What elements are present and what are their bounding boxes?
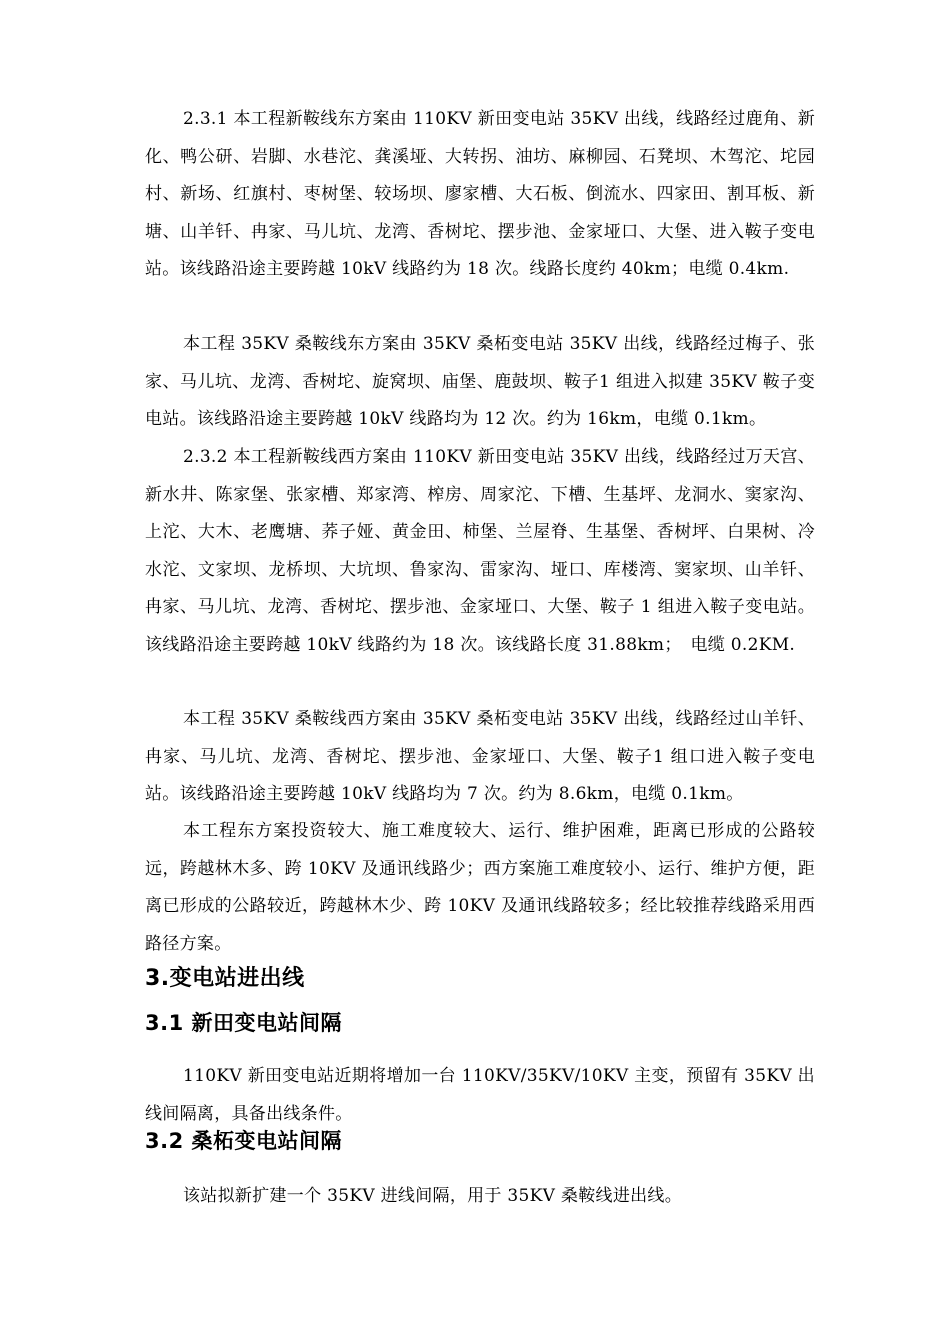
paragraph-xintian-bay: 110KV 新田变电站近期将增加一台 110KV/35KV/10KV 主变，预留有 35KV 出线间隔离，具备出线条件。: [145, 1066, 815, 1124]
section-heading-3: 3.变电站进出线: [145, 966, 305, 991]
paragraph-2-3-1-east-plan: 2.3.1 本工程新鞍线东方案由 110KV 新田变电站 35KV 出线，线路经过鹿角、新化、鸭公研、岩脚、水巷沱、龚溪垭、大转拐、油坊、麻柳园、石凳坝、木驾沱、坨园村、新场、红旗村、枣树堡、较场坝、廖家槽、大石板、倒流水、四家田、割耳板、新塘、山羊钎、冉家、马儿坑、龙湾、香树坨、摆步池、金家垭口、大堡、进入鞍子变电站。该线路沿途主要跨越 10kV 线路约为 18 次。线路长度约 40km；电缆 0.4km.: [145, 109, 815, 279]
paragraph-plan-comparison: 本工程东方案投资较大、施工难度较大、运行、维护困难，距离已形成的公路较远，跨越林木多、跨 10KV 及通讯线路少；西方案施工难度较小、运行、维护方便，距离已形成的公路较近，跨越林木少、跨 10KV 及通讯线路较多；经比较推荐线路采用西路径方案。: [145, 821, 815, 954]
paragraph-sangzhe-bay: 该站拟新扩建一个 35KV 进线间隔，用于 35KV 桑鞍线进出线。: [183, 1186, 683, 1206]
paragraph-sang-an-east-plan: 本工程 35KV 桑鞍线东方案由 35KV 桑柘变电站 35KV 出线，线路经过梅子、张家、马儿坑、龙湾、香树坨、旋窝坝、庙堡、鹿鼓坝、鞍子1 组进入拟建 35KV 鞍子变电站。该线路沿途主要跨越 10kV 线路均为 12 次。约为 16km，电缆 0.1km。: [145, 334, 815, 429]
paragraph-2-3-2-west-plan: 2.3.2 本工程新鞍线西方案由 110KV 新田变电站 35KV 出线，线路经过万天宫、新水井、陈家堡、张家槽、郑家湾、榨房、周家沱、下槽、生基坪、龙洞水、窦家沟、上沱、大木、老鹰塘、荞子娅、黄金田、柿堡、兰屋脊、生基堡、香树坪、白果树、冷水沱、文家坝、龙桥坝、大坑坝、鲁家沟、雷家沟、垭口、库楼湾、窦家坝、山羊钎、冉家、马儿坑、龙湾、香树坨、摆步池、金家垭口、大堡、鞍子 1 组进入鞍子变电站。该线路沿途主要跨越 10kV 线路约为 18 次。该线路长度 31.88km； 电缆 0.2KM.: [145, 447, 815, 655]
section-heading-3-2: 3.2 桑柘变电站间隔: [145, 1129, 343, 1153]
section-heading-3-1: 3.1 新田变电站间隔: [145, 1011, 343, 1035]
paragraph-sang-an-west-plan: 本工程 35KV 桑鞍线西方案由 35KV 桑柘变电站 35KV 出线，线路经过山羊钎、冉家、马儿坑、龙湾、香树坨、摆步池、金家垭口、大堡、鞍子1 组口进入鞍子变电站。该线路沿途主要跨越 10kV 线路均为 7 次。约为 8.6km，电缆 0.1km。: [145, 709, 815, 804]
